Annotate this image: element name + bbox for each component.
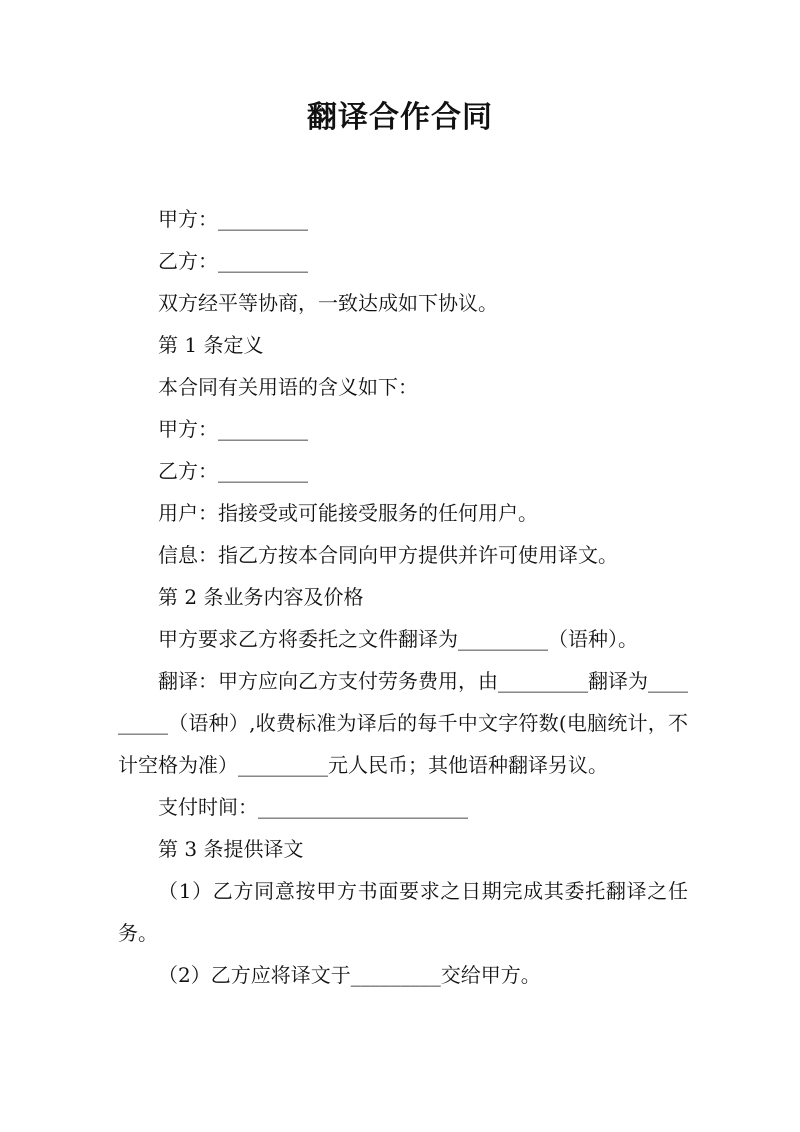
- definitions-intro: 本合同有关用语的含义如下：: [158, 375, 418, 399]
- article-3-heading: 第 3 条提供译文: [158, 837, 304, 861]
- translation-language-requirement: 甲方要求乙方将委托之文件翻译为_________（语种）。: [158, 627, 638, 651]
- information-definition: 信息：指乙方按本合同向甲方提供并许可使用译文。: [158, 543, 618, 567]
- document-body: [118, 198, 688, 996]
- payment-time-line: 支付时间：_____________________: [158, 795, 468, 819]
- agreement-intro: 双方经平等协商，一致达成如下协议。: [158, 291, 498, 315]
- delivery-clause-2: （2）乙方应将译文于_________交给甲方。: [158, 963, 541, 987]
- party-b-line-1: 乙方：_________: [158, 249, 308, 273]
- user-definition: 用户：指接受或可能接受服务的任何用户。: [158, 501, 538, 525]
- article-2-heading: 第 2 条业务内容及价格: [158, 585, 364, 609]
- delivery-clause-1: （1）乙方同意按甲方书面要求之日期完成其委托翻译之任务。: [118, 879, 688, 945]
- party-b-line-2: 乙方：_________: [158, 459, 308, 483]
- party-a-line-2: 甲方：_________: [158, 417, 308, 441]
- article-1-heading: 第 1 条定义: [158, 333, 264, 357]
- party-a-line-1: 甲方：_________: [158, 207, 308, 231]
- translation-fee-clause: 翻译：甲方应向乙方支付劳务费用，由_________翻译为_________（语种）,收费标准为译后的每千中文字符数(电脑统计，不计空格为准）_________元人民币；其他语种翻译另议。: [118, 669, 688, 777]
- document-title: 翻译合作合同: [307, 100, 493, 135]
